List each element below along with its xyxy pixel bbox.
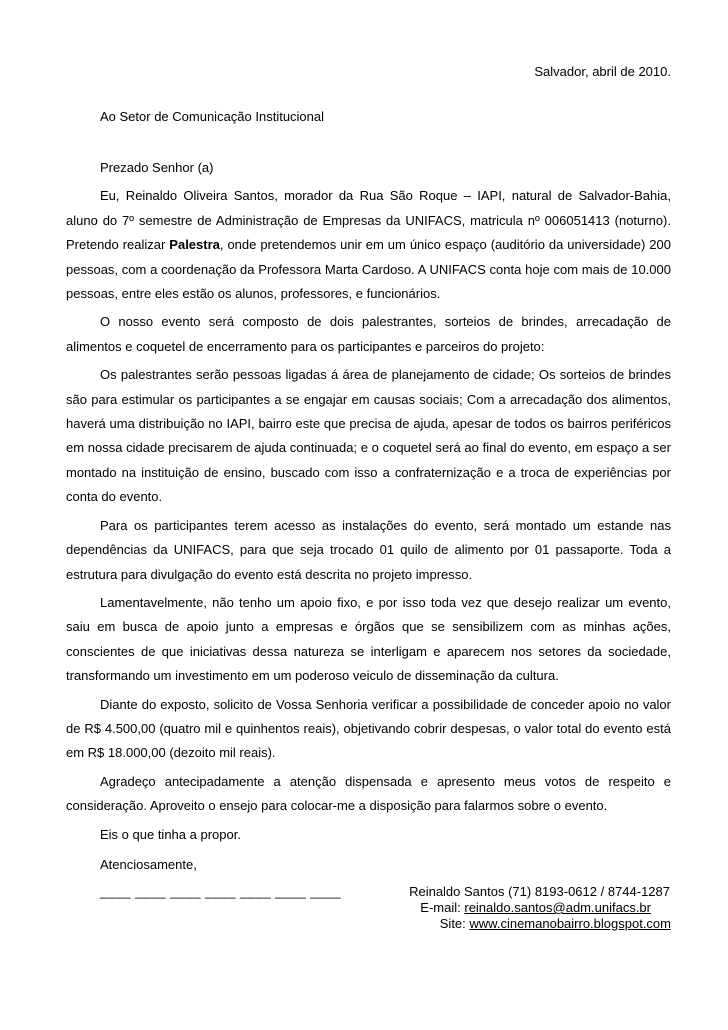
contact-site-row — [381, 916, 671, 932]
paragraph-thanks: Agradeço antecipadamente a atenção dispensada e apresento meus votos de respeito e consideração. Aproveito o ensejo para colocar-me a disposição para falarmos sobre o evento. — [66, 773, 671, 814]
paragraph-intro-text-b: , onde pretendemos unir em um único espaço (auditório da universidade) 200 pessoas, com a coordenação da Professora Marta Cardoso. A UNIFACS conta hoje com mais de 10.000 pessoas, entre eles estão os alunos, professores, e funcionários. — [66, 237, 671, 302]
contact-block — [381, 884, 671, 932]
paragraph-proposal: Eis o que tinha a propor. — [100, 826, 241, 842]
letter-date: Salvador, abril de 2010. — [534, 64, 671, 79]
contact-phone: Reinaldo Santos (71) 8193-0612 / 8744-1287 — [409, 884, 670, 899]
paragraph-support: Lamentavelmente, não tenho um apoio fixo, e por isso toda vez que desejo realizar um evento, saiu em busca de apoio junto a empresas e órgãos que se sensibilizem com as minhas ações, conscientes de que iniciativas dessa natureza se interligam e aparecem nos setores da sociedade, transformando um investimento em um poderoso veiculo de disseminação da cultura. — [66, 594, 671, 684]
letter-closing: Atenciosamente, — [100, 856, 197, 872]
email-link[interactable]: reinaldo.santos@adm.unifacs.br — [464, 900, 651, 915]
site-link[interactable]: www.cinemanobairro.blogspot.com — [469, 916, 671, 931]
letter-greeting: Prezado Senhor (a) — [100, 160, 214, 175]
paragraph-access: Para os participantes terem acesso as instalações do evento, será montado um estande nas dependências da UNIFACS, para que seja trocado 01 quilo de alimento por 01 passaporte. Toda a estrutura para divulgação do evento está descrita no projeto impresso. — [66, 517, 671, 582]
signature-line: ____ ____ ____ ____ ____ ____ ____ — [100, 884, 342, 899]
paragraph-request: Diante do exposto, solicito de Vossa Senhoria verificar a possibilidade de conceder apoio no valor de R$ 4.500,00 (quatro mil e quinhentos reais), objetivando cobrir despesas, o valor total do evento está em R$ 18.000,00 (dezoito mil reais). — [66, 696, 671, 761]
letter-body — [66, 156, 671, 883]
paragraph-event-composition: O nosso evento será composto de dois palestrantes, sorteios de brindes, arrecadação de alimentos e coquetel de encerramento para os participantes e parceiros do projeto: — [66, 314, 671, 354]
event-name-bold: Palestra — [169, 237, 220, 253]
paragraph-intro-text-a: Eu, Reinaldo Oliveira Santos, morador da Rua São Roque – IAPI, natural de Salvador-Bahia, aluno do 7º semestre de Administração de Empresas da UNIFACS, matricula nº 006051413 (noturno). Pretendo realizar — [66, 188, 671, 253]
site-label: Site: — [439, 916, 470, 931]
paragraph-speakers: Os palestrantes serão pessoas ligadas á área de planejamento de cidade; Os sorteios de brindes são para estimular os participantes a se engajar em causas sociais; Com a arrecadação dos alimentos, haverá uma distribuição no IAPI, bairro este que precisa de ajuda, apesar de todos os bairros periféricos em nossa cidade precisarem de ajuda continuada; e o coquetel será ao final do evento, em espaço a ser montado na instituição de ensino, buscado com isso a confraternização e a troca de experiências por conta do evento. — [66, 367, 671, 505]
letter-recipient: Ao Setor de Comunicação Institucional — [100, 109, 325, 124]
email-label: E-mail: — [420, 900, 465, 915]
paragraph-intro — [66, 184, 671, 306]
contact-email-row — [381, 900, 671, 916]
